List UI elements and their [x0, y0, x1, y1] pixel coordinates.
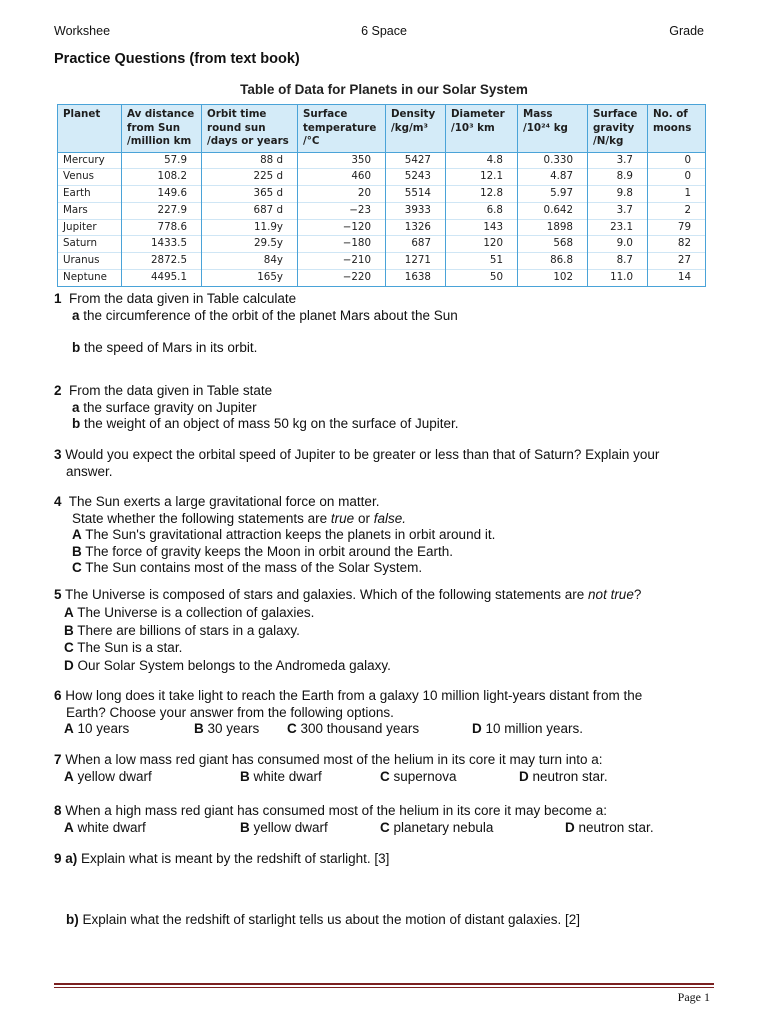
table-cell: 86.8: [518, 253, 588, 270]
table-cell: 687: [386, 236, 446, 253]
table-cell: 8.9: [588, 169, 648, 186]
part-text: the speed of Mars in its orbit.: [84, 340, 258, 355]
question-text: How long does it take light to reach the Earth from a galaxy 10 million light-years distant from the: [65, 688, 643, 703]
option-text: white dwarf: [77, 819, 146, 835]
question-5: [54, 586, 714, 675]
part-text: the circumference of the orbit of the planet Mars about the Sun: [83, 307, 458, 323]
option-text: white dwarf: [253, 768, 322, 784]
option-letter: D: [519, 768, 529, 784]
planet-name-cell: Venus: [58, 169, 122, 186]
table-cell: 778.6: [122, 219, 202, 236]
table-cell: 14: [648, 270, 706, 287]
table-cell: 0: [648, 152, 706, 169]
answer-options: [54, 769, 714, 786]
statement-text: The Universe is a collection of galaxies.: [77, 604, 315, 620]
table-cell: 20: [298, 186, 386, 203]
table-cell: 4.8: [446, 152, 518, 169]
table-cell: 2872.5: [122, 253, 202, 270]
header-cell: Surface temperature /°C: [298, 105, 386, 153]
table-header-row: [58, 105, 706, 153]
table-cell: 365 d: [202, 186, 298, 203]
table-cell: 5427: [386, 152, 446, 169]
table-row: [58, 186, 706, 203]
table-cell: 11.9y: [202, 219, 298, 236]
option-text: yellow dwarf: [77, 768, 152, 784]
question-text: When a high mass red giant has consumed most of the helium in its core it may become a:: [65, 803, 608, 818]
table-cell: 149.6: [122, 186, 202, 203]
table-cell: 5243: [386, 169, 446, 186]
table-cell: 0.330: [518, 152, 588, 169]
option-letter: B: [240, 768, 250, 784]
option-letter: C: [287, 721, 297, 736]
option-letter: C: [72, 560, 82, 575]
planet-name-cell: Jupiter: [58, 219, 122, 236]
question-6: [54, 688, 714, 738]
header-cell: No. of moons: [648, 105, 706, 153]
table-cell: 568: [518, 236, 588, 253]
option-text: neutron star.: [578, 819, 654, 835]
header-unit-label: 6 Space: [361, 24, 407, 38]
planet-name-cell: Neptune: [58, 270, 122, 287]
table-cell: 84y: [202, 253, 298, 270]
table-cell: −120: [298, 219, 386, 236]
answer-options: [54, 721, 714, 738]
question-9b: [54, 912, 714, 929]
question-number: 7: [54, 752, 62, 767]
table-cell: 5514: [386, 186, 446, 203]
part-letter: b: [72, 340, 81, 355]
table-cell: 88 d: [202, 152, 298, 169]
question-text: Explain what is meant by the redshift of starlight. [3]: [81, 851, 390, 866]
option-text: 10 years: [77, 721, 130, 736]
question-number: 8: [54, 803, 62, 818]
planet-name-cell: Uranus: [58, 253, 122, 270]
header-grade-label: Grade: [669, 24, 704, 38]
table-cell: 29.5y: [202, 236, 298, 253]
option-b: [240, 769, 322, 786]
option-letter: A: [72, 527, 82, 542]
part-letter: a: [72, 307, 80, 323]
table-title: Table of Data for Planets in our Solar System: [240, 82, 528, 97]
question-3: [54, 447, 714, 480]
question-number: 5: [54, 587, 62, 602]
statement-text: There are billions of stars in a galaxy.: [77, 622, 300, 638]
table-cell: 6.8: [446, 202, 518, 219]
header-cell: Surface gravity /N/kg: [588, 105, 648, 153]
table-cell: 1638: [386, 270, 446, 287]
option-b: [240, 820, 328, 837]
true-word: true: [330, 510, 355, 526]
table-cell: 143: [446, 219, 518, 236]
part-letter: a: [72, 399, 80, 415]
table-cell: 165y: [202, 270, 298, 287]
table-cell: 350: [298, 152, 386, 169]
question-9a: [54, 851, 714, 868]
option-letter: A: [64, 721, 74, 736]
option-text: yellow dwarf: [253, 819, 328, 835]
table-cell: 225 d: [202, 169, 298, 186]
answer-options: [54, 820, 714, 837]
table-cell: 8.7: [588, 253, 648, 270]
option-letter: B: [72, 543, 82, 559]
footer-rule: [54, 983, 714, 985]
planet-name-cell: Earth: [58, 186, 122, 203]
question-text: Explain what the redshift of starlight tells us about the motion of distant galaxies. [2]: [82, 912, 581, 927]
header-cell: Diameter /10³ km: [446, 105, 518, 153]
table-cell: 3.7: [588, 152, 648, 169]
table-cell: 2: [648, 202, 706, 219]
planet-data-table: [57, 104, 706, 287]
table-row: [58, 219, 706, 236]
table-row: [58, 236, 706, 253]
option-letter: D: [472, 721, 482, 736]
option-letter: D: [565, 819, 575, 835]
header-cell: Mass /10²⁴ kg: [518, 105, 588, 153]
table-cell: −210: [298, 253, 386, 270]
statement-text: The force of gravity keeps the Moon in orbit around the Earth.: [85, 543, 453, 559]
table-cell: 5.97: [518, 186, 588, 203]
question-text-continued: answer.: [66, 463, 113, 479]
question-text: From the data given in Table state: [69, 383, 273, 398]
question-number: 9 a): [54, 851, 78, 866]
table-cell: 12.8: [446, 186, 518, 203]
table-cell: 4495.1: [122, 270, 202, 287]
table-cell: 0.642: [518, 202, 588, 219]
option-c: [380, 820, 493, 837]
table-cell: 1898: [518, 219, 588, 236]
option-b: [194, 721, 259, 738]
table-row: [58, 152, 706, 169]
table-cell: 9.0: [588, 236, 648, 253]
table-cell: 57.9: [122, 152, 202, 169]
option-a: [64, 769, 152, 786]
table-cell: 51: [446, 253, 518, 270]
option-letter: B: [64, 622, 74, 638]
question-4: [54, 494, 714, 577]
table-cell: 9.8: [588, 186, 648, 203]
table-cell: 108.2: [122, 169, 202, 186]
table-cell: 23.1: [588, 219, 648, 236]
table-cell: 4.87: [518, 169, 588, 186]
option-text: 10 million years.: [485, 721, 584, 736]
table-cell: −180: [298, 236, 386, 253]
option-letter: A: [64, 768, 74, 784]
question-mark: ?: [633, 587, 642, 602]
option-d: [565, 820, 654, 837]
option-letter: B: [194, 721, 204, 736]
table-cell: −23: [298, 202, 386, 219]
or-word: or: [357, 510, 370, 526]
statement-text: The Sun is a star.: [77, 640, 183, 656]
option-text: planetary nebula: [393, 819, 494, 835]
option-a: [64, 721, 129, 738]
table-cell: 120: [446, 236, 518, 253]
question-2: [54, 383, 714, 433]
table-cell: 27: [648, 253, 706, 270]
option-letter: C: [380, 819, 390, 835]
option-text: 30 years: [207, 721, 260, 736]
question-text: From the data given in Table calculate: [69, 291, 297, 306]
header-cell: Density /kg/m³: [386, 105, 446, 153]
table-cell: 79: [648, 219, 706, 236]
table-cell: 3933: [386, 202, 446, 219]
option-letter: B: [240, 819, 250, 835]
question-text: Would you expect the orbital speed of Jupiter to be greater or less than that of Saturn? Explain your: [65, 447, 660, 462]
statement-text: Our Solar System belongs to the Andromeda galaxy.: [77, 658, 391, 674]
option-text: neutron star.: [532, 768, 608, 784]
question-number: 2: [54, 383, 62, 398]
question-7: [54, 752, 714, 786]
table-cell: 460: [298, 169, 386, 186]
table-row: [58, 270, 706, 287]
part-text: the surface gravity on Jupiter: [83, 399, 257, 415]
false-word: false.: [373, 510, 407, 526]
option-c: [287, 721, 419, 738]
question-number: 1: [54, 291, 62, 306]
option-letter: C: [380, 768, 390, 784]
table-row: [58, 169, 706, 186]
table-row: [58, 202, 706, 219]
part-label: b): [66, 912, 79, 927]
planet-name-cell: Saturn: [58, 236, 122, 253]
option-text: 300 thousand years: [300, 721, 420, 736]
table-cell: 1433.5: [122, 236, 202, 253]
question-number: 6: [54, 688, 62, 703]
option-letter: A: [64, 819, 74, 835]
option-c: [380, 769, 457, 786]
section-title: Practice Questions (from text book): [54, 51, 300, 67]
option-letter: A: [64, 604, 74, 620]
table-cell: 1: [648, 186, 706, 203]
header-worksheet-label: Workshee: [54, 24, 111, 38]
header-cell: Av distance from Sun /million km: [122, 105, 202, 153]
header-cell: Orbit time round sun /days or years: [202, 105, 298, 153]
option-text: supernova: [393, 768, 457, 784]
instruction-text: State whether the following statements are: [72, 510, 328, 526]
question-text: When a low mass red giant has consumed most of the helium in its core it may turn into a:: [65, 752, 603, 767]
table-cell: 12.1: [446, 169, 518, 186]
planet-name-cell: Mars: [58, 202, 122, 219]
table-cell: 102: [518, 270, 588, 287]
question-1: [54, 291, 714, 357]
table-cell: 82: [648, 236, 706, 253]
question-text: The Universe is composed of stars and galaxies. Which of the following statements are: [65, 587, 585, 602]
table-cell: 50: [446, 270, 518, 287]
part-letter: b: [72, 416, 81, 431]
table-cell: 227.9: [122, 202, 202, 219]
table-cell: 687 d: [202, 202, 298, 219]
page-number: Page 1: [677, 990, 710, 1004]
statement-text: The Sun's gravitational attraction keeps the planets in orbit around it.: [85, 527, 496, 542]
table-cell: 0: [648, 169, 706, 186]
planet-name-cell: Mercury: [58, 152, 122, 169]
table-cell: 1271: [386, 253, 446, 270]
option-a: [64, 820, 146, 837]
footer-rule-thin: [54, 987, 714, 988]
table-row: [58, 253, 706, 270]
not-true-emphasis: not true: [588, 587, 634, 602]
question-number: 4: [54, 494, 62, 509]
option-letter: C: [64, 640, 74, 656]
header-cell: Planet: [58, 105, 122, 153]
question-text-continued: Earth? Choose your answer from the following options.: [66, 704, 394, 720]
question-text: The Sun exerts a large gravitational force on matter.: [68, 494, 380, 509]
part-text: the weight of an object of mass 50 kg on the surface of Jupiter.: [84, 416, 459, 431]
table-cell: 11.0: [588, 270, 648, 287]
option-letter: D: [64, 658, 74, 674]
option-d: [519, 769, 608, 786]
table-cell: 1326: [386, 219, 446, 236]
statement-text: The Sun contains most of the mass of the Solar System.: [85, 560, 423, 575]
question-number: 3: [54, 447, 62, 462]
question-8: [54, 803, 714, 837]
option-d: [472, 721, 583, 738]
table-cell: −220: [298, 270, 386, 287]
table-cell: 3.7: [588, 202, 648, 219]
table-body: [58, 152, 706, 286]
